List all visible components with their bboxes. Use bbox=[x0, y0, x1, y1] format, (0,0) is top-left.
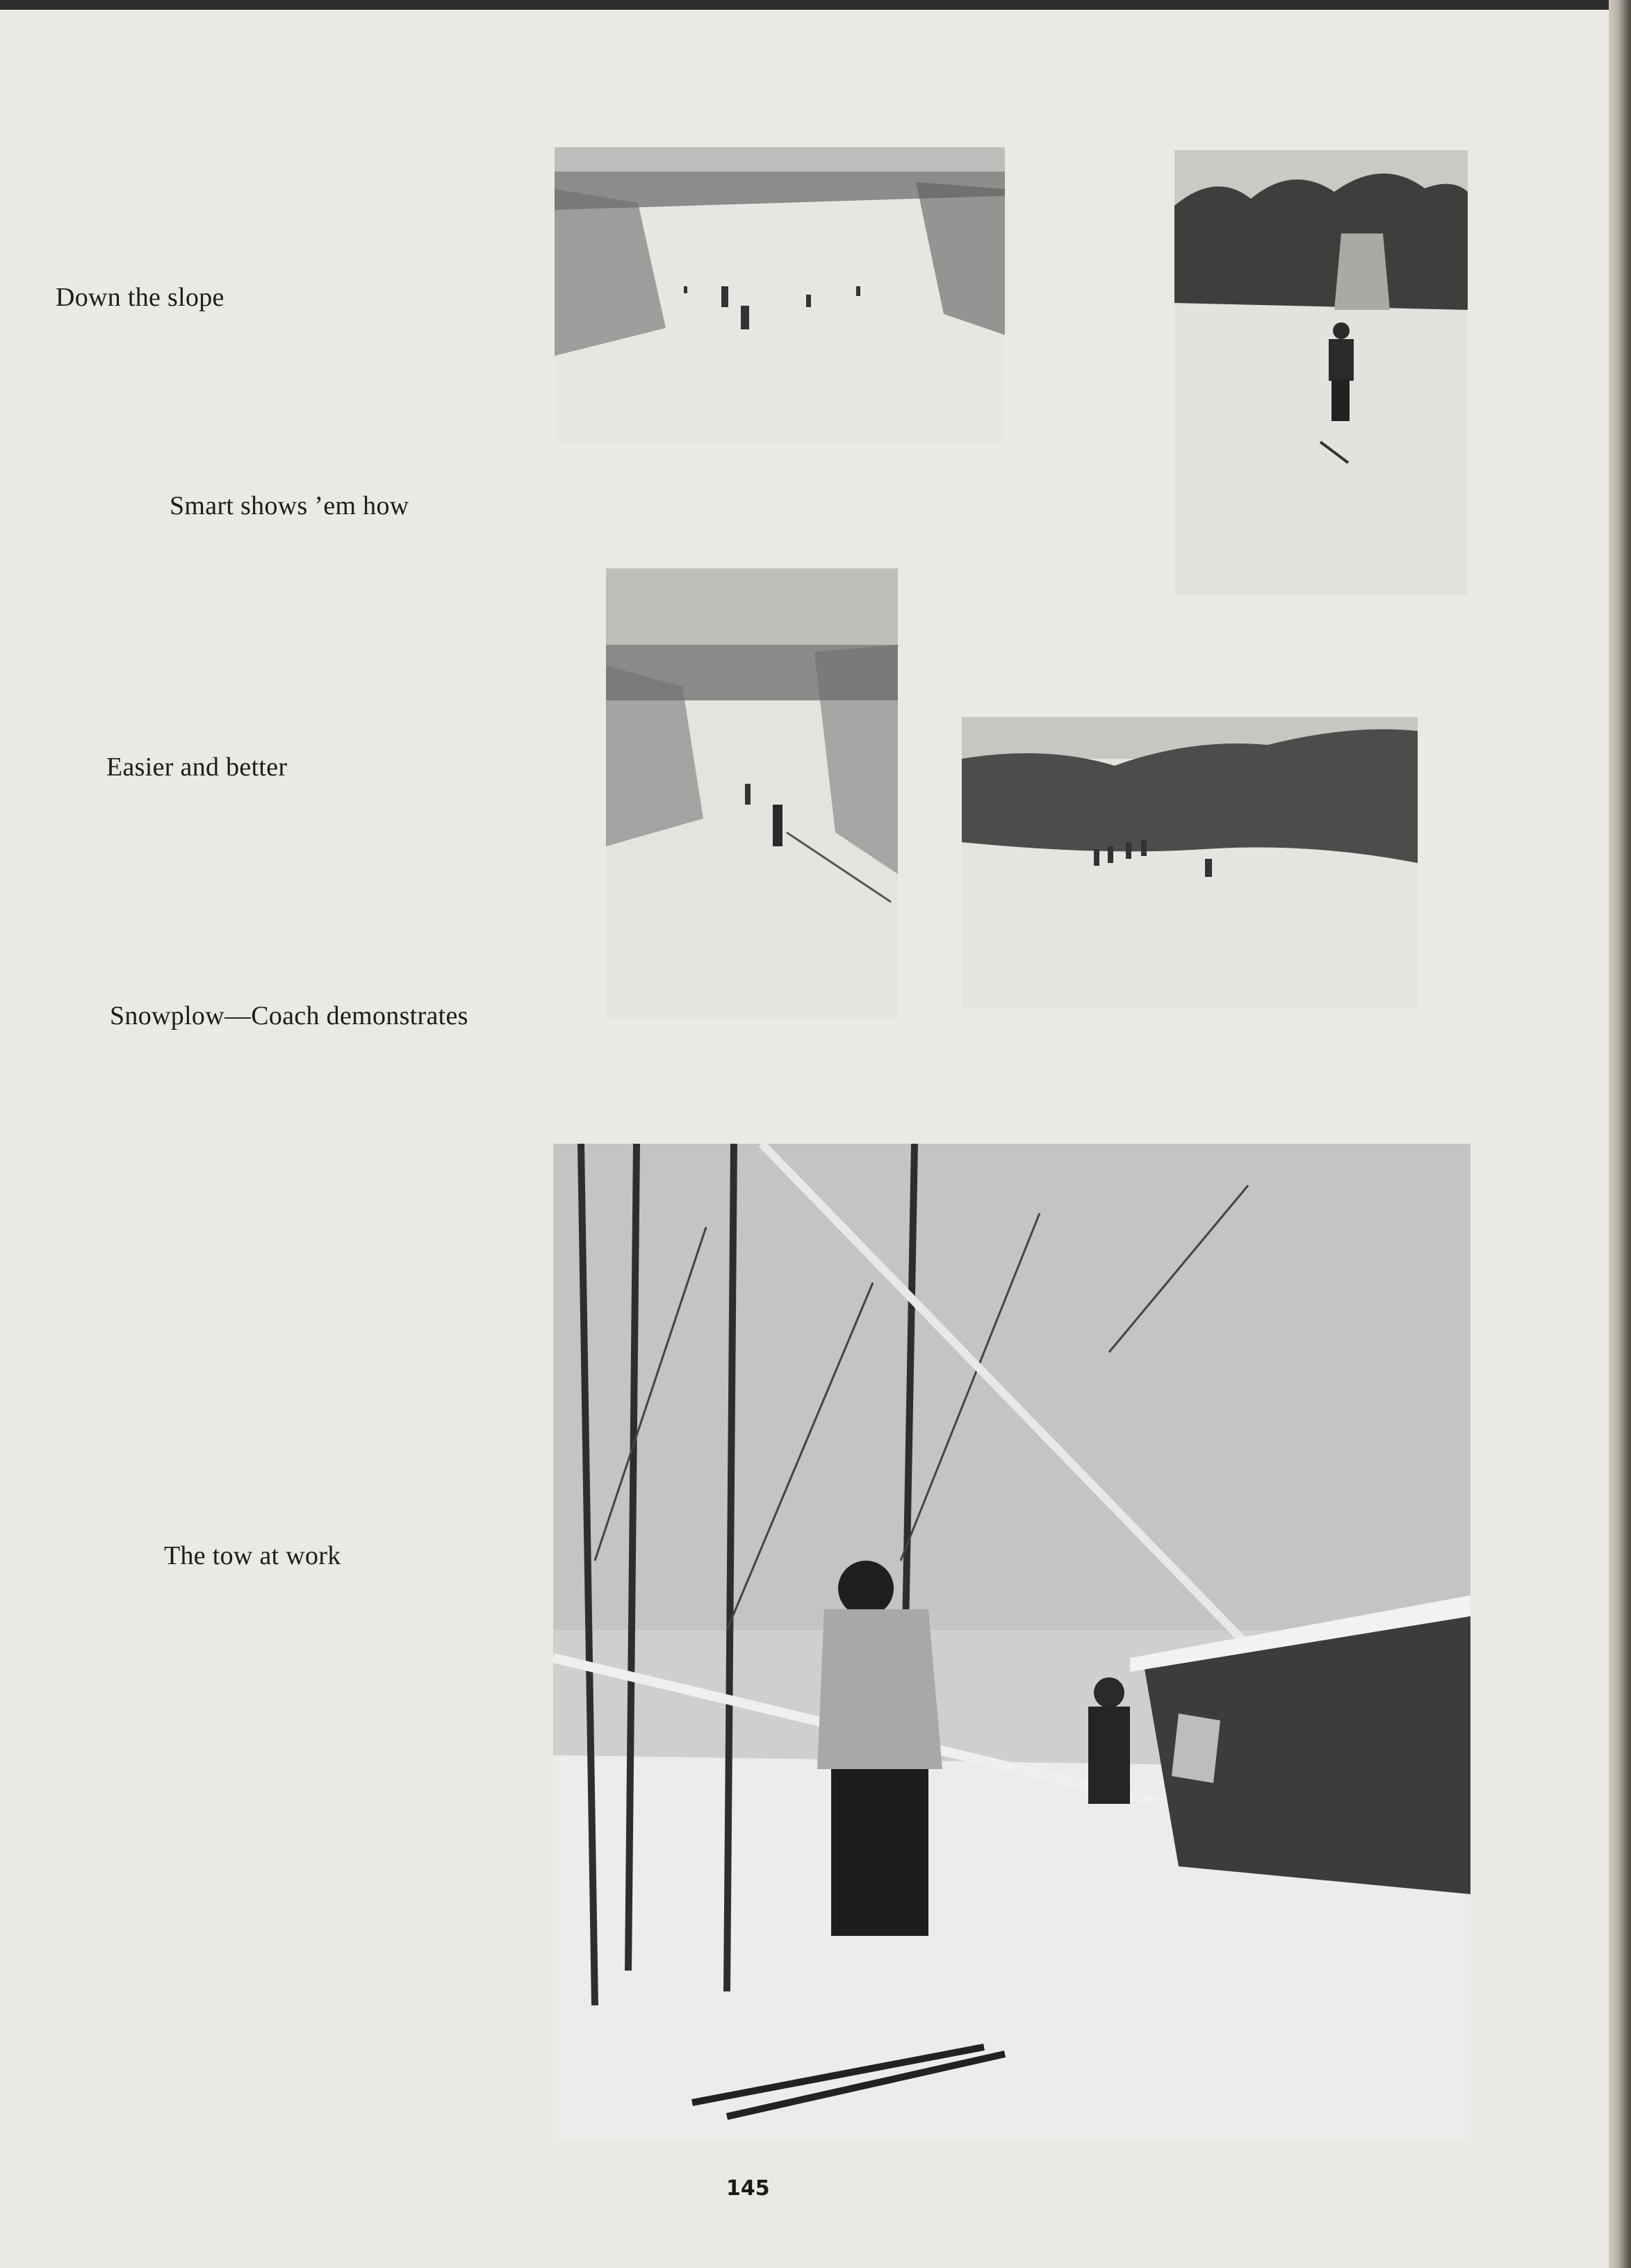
photo-down-the-slope bbox=[555, 147, 1005, 445]
caption-tow-at-work: The tow at work bbox=[164, 1541, 341, 1570]
yearbook-page bbox=[0, 10, 1609, 2268]
caption-easier-and-better: Easier and better bbox=[106, 753, 288, 782]
scan-top-edge bbox=[0, 0, 1631, 10]
photo-snowplow-coach bbox=[962, 717, 1418, 1009]
photo-easier-and-better bbox=[606, 568, 898, 1017]
page-number: 145 bbox=[726, 2176, 770, 2201]
caption-snowplow-coach: Snowplow—Coach demonstrates bbox=[110, 1001, 468, 1030]
caption-down-the-slope: Down the slope bbox=[56, 283, 224, 312]
scan-binding-edge bbox=[1609, 0, 1631, 2268]
caption-smart-shows-how: Smart shows ’em how bbox=[170, 491, 409, 520]
photo-tow-at-work bbox=[553, 1144, 1470, 2139]
photo-smart-shows-how bbox=[1174, 150, 1468, 595]
